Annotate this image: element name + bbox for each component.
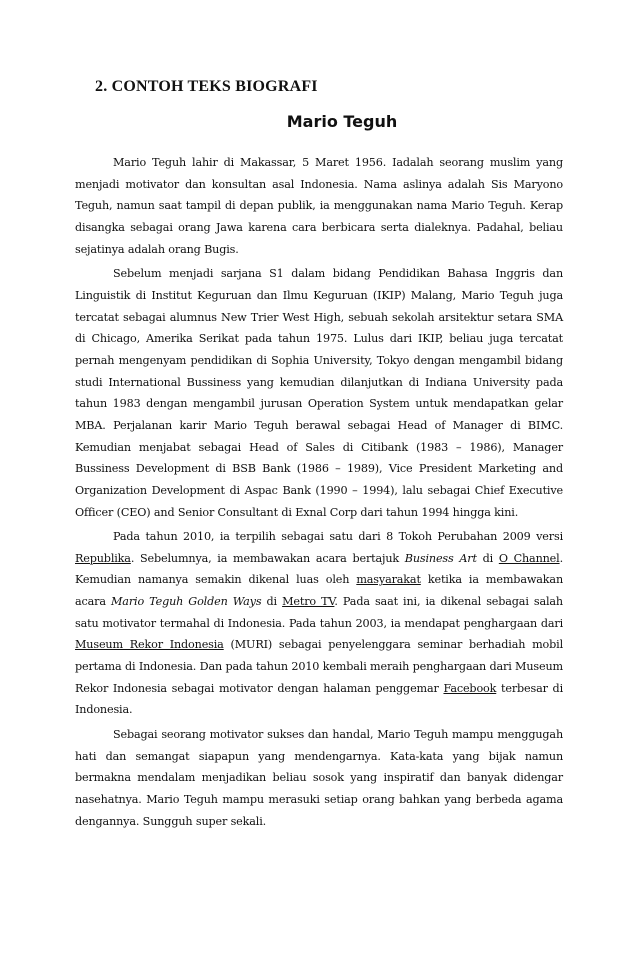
text-segment: di: [476, 551, 499, 565]
program-name-business-art: Business Art: [404, 551, 477, 565]
text-segment: ketika ia membawakan acara: [75, 573, 563, 609]
section-heading: 2. CONTOH TEKS BIOGRAFI: [95, 78, 318, 95]
text-segment: . Sebelumnya, ia membawakan acara bertajuk: [130, 551, 405, 565]
paragraph-achievements: [75, 526, 563, 721]
link-facebook[interactable]: Facebook: [443, 681, 497, 695]
link-museum-rekor-indonesia[interactable]: Museum Rekor Indonesia: [75, 638, 224, 652]
paragraph-early-life: Mario Teguh lahir di Makassar, 5 Maret 1956. Iadalah seorang muslim yang menjadi motivator dan konsultan asal Indonesia. Nama aslinya adalah Sis Maryono Teguh, namun saat tampil di depan publik, ia menggunakan nama Mario Teguh. Kerap disangka sebagai orang Jawa karena cara berbicara serta dialeknya. Padahal, beliau sejatinya adalah orang Bugis.: [75, 156, 563, 256]
biography-title: Mario Teguh: [286, 112, 398, 131]
text-segment: . Kemudian namanya semakin dikenal luas oleh: [75, 551, 563, 587]
text-segment: Pada tahun 2010, ia terpilih sebagai satu dari 8 Tokoh Perubahan 2009 versi: [113, 530, 563, 544]
paragraph-motivator: Sebagai seorang motivator sukses dan handal, Mario Teguh mampu menggugah hati dan semangat siapapun yang mendengarnya. Kata-kata yang bijak namun bermakna mendalam menjadikan beliau sosok yang inspiratif dan banyak didengar nasehatnya. Mario Teguh mampu merasuki setiap orang bahkan yang berbeda agama dengannya. Sungguh super sekali.: [75, 728, 563, 828]
link-republika[interactable]: Republika: [75, 551, 131, 565]
biography-body: [75, 152, 563, 835]
text-segment: (MURI) sebagai penyelenggara seminar berhadiah mobil pertama di Indonesia. Dan pada tahun 2010 kembali meraih penghargaan dari Museum Rekor Indonesia sebagai motivator dengan halaman penggemar: [75, 638, 563, 695]
link-o-channel[interactable]: O Channel: [498, 551, 560, 565]
program-name-golden-ways: Mario Teguh Golden Ways: [111, 595, 262, 609]
text-segment: . Pada saat ini, ia dikenal sebagai salah satu motivator termahal di Indonesia. Pada tahun 2003, ia mendapat penghargaan dari: [75, 595, 563, 630]
link-masyarakat[interactable]: masyarakat: [356, 573, 421, 587]
link-metro-tv[interactable]: Metro TV: [282, 595, 335, 609]
text-segment: di: [261, 595, 283, 609]
text-segment: terbesar di Indonesia.: [75, 681, 563, 717]
paragraph-education-career: Sebelum menjadi sarjana S1 dalam bidang Pendidikan Bahasa Inggris dan Linguistik di Institut Keguruan dan Ilmu Keguruan (IKIP) Malang, Mario Teguh juga tercatat sebagai alumnus New Trier West High, sebuah sekolah arsitektur setara SMA di Chicago, Amerika Serikat pada tahun 1975. Lulus dari IKIP, beliau juga tercatat pernah mengenyam pendidikan di Sophia University, Tokyo dengan mengambil bidang studi International Bussiness yang kemudian dilanjutkan di Indiana University pada tahun 1983 dengan mengambil jurusan Operation System untuk mendapatkan gelar MBA. Perjalanan karir Mario Teguh berawal sebagai Head of Manager di BIMC. Kemudian menjabat sebagai Head of Sales di Citibank (1983 – 1986), Manager Bussiness Development di BSB Bank (1986 – 1989), Vice President Marketing and Organization Development di Aspac Bank (1990 – 1994), lalu sebagai Chief Executive Officer (CEO) and Senior Consultant di Exnal Corp dari tahun 1994 hingga kini.: [75, 267, 563, 519]
